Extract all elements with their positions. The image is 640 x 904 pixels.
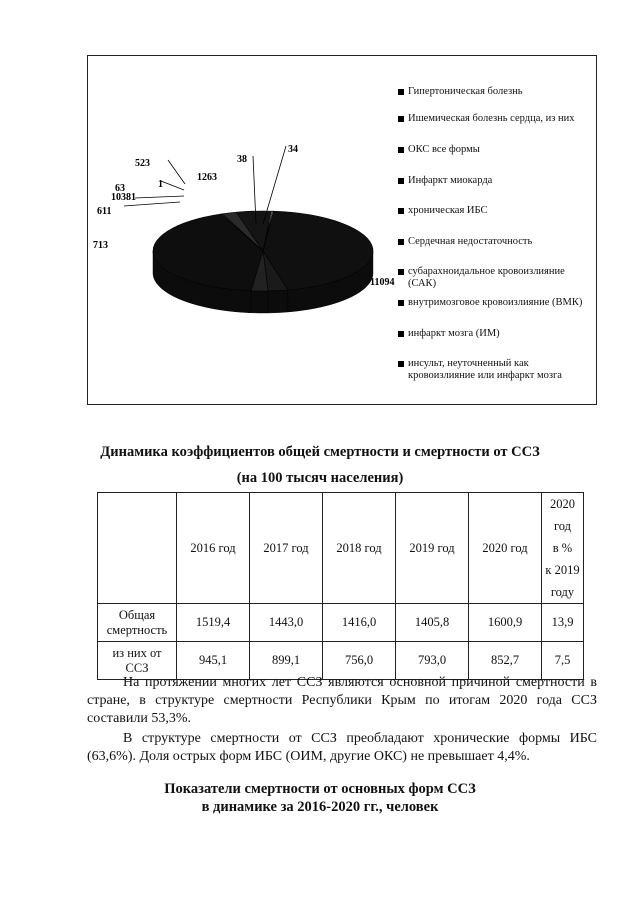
leader-line xyxy=(135,196,184,198)
header-line: году xyxy=(550,585,575,599)
table-cell: 13,9 xyxy=(542,604,584,642)
paragraph xyxy=(87,730,597,766)
header-cell: 2016 год xyxy=(177,493,250,604)
legend-item xyxy=(398,205,594,217)
row-label-line: ССЗ xyxy=(125,660,149,675)
table-cell: 852,7 xyxy=(469,642,542,680)
legend-label: ОКС все формы xyxy=(408,144,480,155)
legend-label: Сердечная недостаточность xyxy=(408,236,533,247)
mortality-table xyxy=(97,492,584,680)
pie-slice-label: 713 xyxy=(93,240,108,251)
legend-swatch xyxy=(398,269,404,275)
table-row xyxy=(98,604,584,642)
table-cell: 793,0 xyxy=(396,642,469,680)
pie-slice-label: 1 xyxy=(158,179,163,190)
legend-swatch xyxy=(398,239,404,245)
row-label-line: Общая xyxy=(118,607,156,622)
table-cell: 1519,4 xyxy=(177,604,250,642)
paragraph-text: В структуре смертности от ССЗ преобладают хронические формы ИБС (63,6%). Доля острых форм ИБС (ОИМ, другие ОКС) не превышает 4,4%. xyxy=(87,731,597,764)
header-cell xyxy=(98,493,177,604)
legend-swatch xyxy=(398,331,404,337)
pie-slice-label: 10381 xyxy=(111,192,136,203)
header-cell: 2019 год xyxy=(396,493,469,604)
legend-swatch xyxy=(398,208,404,214)
legend-item xyxy=(398,113,594,125)
leader-line xyxy=(168,160,185,184)
pie-slice-label: 11094 xyxy=(370,277,395,288)
header-cell: 2020 год xyxy=(469,493,542,604)
paragraph xyxy=(87,674,597,728)
leader-line xyxy=(161,181,184,190)
legend-item xyxy=(398,144,594,156)
table-cell: 7,5 xyxy=(542,642,584,680)
section-title-line: Показатели смертности от основных форм ССЗ xyxy=(164,781,476,797)
legend-swatch xyxy=(398,361,404,367)
legend-swatch xyxy=(398,147,404,153)
row-label-line: смертность xyxy=(106,622,168,637)
header-cell: 2017 год xyxy=(250,493,323,604)
legend-label: субарахноидальное кровоизлияние (САК) xyxy=(408,266,565,289)
legend-label: хроническая ИБС xyxy=(408,205,488,216)
legend-item xyxy=(398,297,594,309)
pie-chart-panel xyxy=(87,55,597,405)
section-title-line: в динамике за 2016-2020 гг., человек xyxy=(201,799,439,815)
header-cell-percent xyxy=(542,493,584,604)
table-subtitle: (на 100 тысяч населения) xyxy=(236,470,404,486)
legend-swatch xyxy=(398,116,404,122)
legend-swatch xyxy=(398,89,404,95)
pie-slice-label: 523 xyxy=(135,158,150,169)
legend-item xyxy=(398,358,594,382)
legend-swatch xyxy=(398,300,404,306)
legend-item xyxy=(398,175,594,187)
legend-label: Ишемическая болезнь сердца, из них xyxy=(408,113,575,124)
row-label-line: из них от xyxy=(112,645,162,660)
pie-slice-label: 34 xyxy=(288,144,298,155)
legend-item xyxy=(398,236,594,248)
pie-slice-label: 63 xyxy=(115,183,125,194)
legend-item xyxy=(398,266,594,290)
table-cell: 899,1 xyxy=(250,642,323,680)
table-header-row xyxy=(98,493,584,604)
section-title xyxy=(0,780,640,816)
legend-label: внутримозговое кровоизлияние (ВМК) xyxy=(408,297,583,308)
legend-label: инфаркт мозга (ИМ) xyxy=(408,328,500,339)
pie-slice-side xyxy=(251,291,268,313)
table-cell: 756,0 xyxy=(323,642,396,680)
legend-label: Инфаркт миокарда xyxy=(408,175,493,186)
row-label xyxy=(98,604,177,642)
header-line: 2020 год xyxy=(550,497,575,533)
table-title: Динамика коэффициентов общей смертности и смертности от ССЗ xyxy=(100,444,540,460)
header-line: в % xyxy=(552,541,573,555)
pie-chart xyxy=(88,56,598,406)
table-cell: 1416,0 xyxy=(323,604,396,642)
legend-swatch xyxy=(398,178,404,184)
header-line: к 2019 xyxy=(545,563,580,577)
table-cell: 1405,8 xyxy=(396,604,469,642)
table-cell: 1600,9 xyxy=(469,604,542,642)
table-cell: 1443,0 xyxy=(250,604,323,642)
paragraph-text: На протяжении многих лет ССЗ являются основной причиной смертности в стране, в структуре смертности Республики Крым по итогам 2020 года ССЗ составили 53,3%. xyxy=(87,675,597,726)
header-cell: 2018 год xyxy=(323,493,396,604)
pie-slice-label: 38 xyxy=(237,154,247,165)
legend-label: инсульт, неуточненный как кровоизлияние или инфаркт мозга xyxy=(408,358,562,381)
pie-slice-label: 611 xyxy=(97,206,112,217)
legend-item xyxy=(398,86,594,98)
legend-label: Гипертоническая болезнь xyxy=(408,86,523,97)
table-cell: 945,1 xyxy=(177,642,250,680)
pie-slice-label: 1263 xyxy=(197,172,217,183)
legend-item xyxy=(398,328,594,340)
pie-slice-side xyxy=(268,290,288,313)
